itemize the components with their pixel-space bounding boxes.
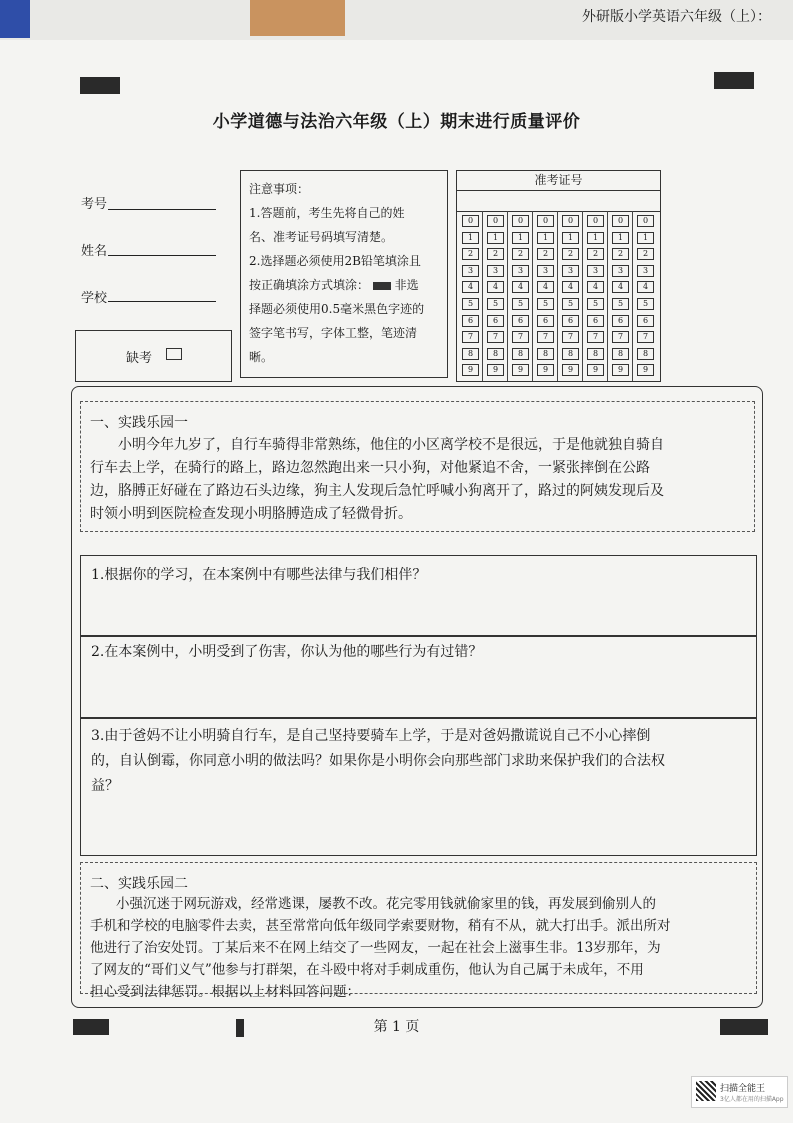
digit-bubble[interactable]: 9	[587, 364, 604, 376]
notice-line: 签字笔书写，字体工整，笔迹清	[249, 326, 418, 340]
digit-bubble[interactable]: 8	[512, 348, 529, 360]
notice-line: 1.答题前，考生先将自己的姓	[249, 206, 405, 220]
digit-bubble[interactable]: 9	[487, 364, 504, 376]
question-line: 3.由于爸妈不让小明骑自行车，是自己坚持要骑车上学，于是对爸妈撒谎说自己不小心摔倒	[91, 728, 651, 744]
digit-bubble[interactable]: 0	[612, 215, 629, 227]
digit-bubble[interactable]: 4	[562, 281, 579, 293]
digit-bubble[interactable]: 3	[637, 265, 654, 277]
section-one-paragraph	[90, 434, 750, 526]
question-line: 益？	[91, 778, 119, 794]
digit-bubble[interactable]: 9	[637, 364, 654, 376]
digit-bubble[interactable]: 1	[487, 232, 504, 244]
digit-bubble[interactable]: 8	[487, 348, 504, 360]
paragraph-line: 时领小明到医院检查发现小明胳膊造成了轻微骨折。	[90, 506, 412, 522]
exam-number-line[interactable]	[108, 208, 216, 210]
digit-bubble[interactable]: 4	[537, 281, 554, 293]
section-two-box	[80, 862, 757, 1000]
digit-bubble[interactable]: 9	[562, 364, 579, 376]
section-one-box	[80, 401, 755, 532]
digit-column	[582, 211, 608, 381]
blue-cover-edge	[0, 0, 30, 38]
digit-column	[632, 211, 657, 381]
wood-surface-edge	[250, 0, 345, 36]
digit-bubble[interactable]: 7	[512, 331, 529, 343]
digit-bubble[interactable]: 1	[562, 232, 579, 244]
digit-bubble[interactable]: 6	[587, 315, 604, 327]
digit-bubble[interactable]: 6	[487, 315, 504, 327]
question-1-text: 1.根据你的学习，在本案例中有哪些法律与我们相伴？	[91, 567, 427, 583]
registration-mark-top-right	[714, 72, 754, 89]
digit-bubble[interactable]: 5	[637, 298, 654, 310]
digit-bubble[interactable]: 8	[587, 348, 604, 360]
digit-bubble[interactable]: 7	[587, 331, 604, 343]
digit-bubble[interactable]: 0	[487, 215, 504, 227]
digit-bubble[interactable]: 8	[637, 348, 654, 360]
digit-bubble[interactable]: 0	[462, 215, 479, 227]
digit-bubble[interactable]: 2	[637, 248, 654, 260]
digit-bubble[interactable]: 1	[462, 232, 479, 244]
digit-bubble[interactable]: 0	[587, 215, 604, 227]
question-2-text: 2.在本案例中，小明受到了伤害，你认为他的哪些行为有过错？	[91, 644, 483, 660]
digit-bubble[interactable]: 0	[562, 215, 579, 227]
paragraph-line: 小强沉迷于网玩游戏，经常逃课，屡教不改。花完零用钱就偷家里的钱，再发展到偷别人的	[116, 896, 656, 912]
digit-bubble[interactable]: 6	[537, 315, 554, 327]
book-series-label: 外研版小学英语六年级（上）：	[582, 9, 771, 25]
digit-bubble[interactable]: 7	[462, 331, 479, 343]
question-1-box[interactable]	[80, 555, 757, 637]
digit-bubble[interactable]: 4	[612, 281, 629, 293]
digit-column	[482, 211, 508, 381]
section-two-paragraph	[90, 893, 752, 1003]
notice-heading: 注意事项：	[249, 182, 310, 196]
digit-bubble[interactable]: 5	[487, 298, 504, 310]
digit-bubble[interactable]: 1	[637, 232, 654, 244]
digit-bubble[interactable]: 3	[512, 265, 529, 277]
paragraph-line: 了网友的“哥们义气”他参与打群架，在斗殴中将对手刺成重伤，他认为自己属于未成年，不用	[90, 962, 644, 978]
digit-bubble[interactable]: 2	[562, 248, 579, 260]
digit-bubble[interactable]: 9	[462, 364, 479, 376]
digit-bubble[interactable]: 7	[487, 331, 504, 343]
digit-bubble[interactable]: 6	[612, 315, 629, 327]
digit-bubble[interactable]: 6	[512, 315, 529, 327]
name-line[interactable]	[108, 254, 216, 256]
digit-bubble[interactable]: 2	[487, 248, 504, 260]
filled-bubble-example-icon	[373, 282, 391, 290]
paragraph-line: 手机和学校的电脑零件去卖，甚至常常向低年级同学索要财物，稍有不从，就大打出手。派出所对	[90, 918, 671, 934]
absent-checkbox[interactable]	[166, 348, 182, 360]
digit-bubble[interactable]: 5	[512, 298, 529, 310]
notice-line: 名、准考证号码填写清楚。	[249, 230, 394, 244]
digit-bubble[interactable]: 5	[537, 298, 554, 310]
digit-bubble[interactable]: 2	[512, 248, 529, 260]
digit-bubble[interactable]: 8	[462, 348, 479, 360]
digit-bubble[interactable]: 4	[462, 281, 479, 293]
digit-bubble[interactable]: 8	[562, 348, 579, 360]
paragraph-line: 他进行了治安处罚。丁某后来不在网上结交了一些网友，一起在社会上滋事生非。13岁那年，为	[90, 940, 661, 956]
digit-bubble[interactable]: 2	[537, 248, 554, 260]
digit-bubble[interactable]: 6	[462, 315, 479, 327]
digit-bubble[interactable]: 1	[512, 232, 529, 244]
notice-line: 择题必须使用0.5毫米黑色字迹的	[249, 302, 425, 316]
notice-line: 非选	[394, 278, 419, 292]
question-3-text	[91, 724, 751, 799]
digit-bubble[interactable]: 2	[612, 248, 629, 260]
digit-bubble[interactable]: 7	[612, 331, 629, 343]
question-2-box[interactable]	[80, 635, 757, 719]
digit-bubble[interactable]: 4	[587, 281, 604, 293]
digit-bubble[interactable]: 6	[637, 315, 654, 327]
digit-column	[457, 211, 483, 381]
paragraph-line: 小明今年九岁了，自行车骑得非常熟练，他住的小区离学校不是很远，于是他就独自骑自	[118, 437, 664, 453]
registration-mark-top-left	[80, 77, 120, 94]
section-one-title: 一、实践乐园一	[90, 415, 188, 431]
digit-bubble[interactable]: 6	[562, 315, 579, 327]
question-line: 的，自认倒霉，你同意小明的做法吗？如果你是小明你会向那些部门求助来保护我们的合法权	[91, 753, 665, 769]
digit-bubble[interactable]: 5	[562, 298, 579, 310]
digit-bubble[interactable]: 5	[612, 298, 629, 310]
digit-bubble[interactable]: 8	[537, 348, 554, 360]
digit-bubble[interactable]: 8	[612, 348, 629, 360]
section-two-title: 二、实践乐园二	[90, 876, 188, 892]
digit-bubble[interactable]: 0	[637, 215, 654, 227]
digit-bubble[interactable]: 9	[612, 364, 629, 376]
digit-bubble[interactable]: 7	[562, 331, 579, 343]
digit-bubble[interactable]: 5	[587, 298, 604, 310]
school-label: 学校	[81, 291, 108, 306]
digit-column	[532, 211, 558, 381]
digit-bubble[interactable]: 0	[537, 215, 554, 227]
digit-bubble[interactable]: 0	[512, 215, 529, 227]
notice-line: 2.选择题必须使用2B铅笔填涂且	[249, 254, 421, 268]
digit-column	[507, 211, 533, 381]
name-label: 姓名	[81, 244, 108, 259]
scanner-app-name: 扫描全能王	[720, 1084, 766, 1094]
digit-bubble[interactable]: 5	[462, 298, 479, 310]
absent-box	[75, 330, 232, 382]
digit-bubble[interactable]: 4	[512, 281, 529, 293]
digit-bubble[interactable]: 1	[537, 232, 554, 244]
digit-bubble[interactable]: 3	[537, 265, 554, 277]
exam-number-label: 考号	[81, 197, 108, 212]
scanner-app-tagline: 3亿人都在用的扫描App	[720, 1096, 784, 1103]
digit-bubble[interactable]: 7	[537, 331, 554, 343]
digit-bubble[interactable]: 1	[587, 232, 604, 244]
absent-label: 缺考	[126, 351, 153, 366]
digit-bubble[interactable]: 4	[637, 281, 654, 293]
digit-bubble[interactable]: 9	[512, 364, 529, 376]
paragraph-line: 边，胳膊正好碰在了路边石头边缘，狗主人发现后急忙呼喊小狗离开了，路过的阿姨发现后及	[90, 483, 664, 499]
digit-bubble[interactable]: 7	[637, 331, 654, 343]
digit-bubble[interactable]: 3	[462, 265, 479, 277]
digit-bubble[interactable]: 3	[612, 265, 629, 277]
digit-bubble[interactable]: 3	[587, 265, 604, 277]
digit-bubble[interactable]: 9	[537, 364, 554, 376]
paragraph-line: 行车去上学，在骑行的路上，路边忽然跑出来一只小狗，对他紧追不舍，一紧张摔倒在公路	[90, 460, 650, 476]
digit-bubble[interactable]: 1	[612, 232, 629, 244]
qr-code-icon	[696, 1081, 716, 1101]
school-line[interactable]	[108, 300, 216, 302]
exam-title: 小学道德与法治六年级（上）期末进行质量评价	[212, 112, 581, 132]
digit-bubble[interactable]: 3	[487, 265, 504, 277]
paragraph-line: 担心受到法律惩罚。根据以上材料回答问题：	[90, 984, 360, 1000]
page-number: 第 1 页	[373, 1019, 420, 1035]
digit-column	[607, 211, 633, 381]
digit-column	[557, 211, 583, 381]
notice-line: 按正确填涂方式填涂：	[249, 278, 370, 292]
digit-bubble[interactable]: 3	[562, 265, 579, 277]
admission-number-box	[456, 170, 661, 382]
notice-box	[240, 170, 448, 378]
digit-bubble[interactable]: 2	[462, 248, 479, 260]
admission-number-title: 准考证号	[457, 171, 660, 191]
notice-line: 晰。	[249, 350, 274, 364]
question-3-box[interactable]	[80, 717, 757, 856]
notice-line-with-swatch	[249, 273, 447, 297]
digit-bubble[interactable]: 2	[587, 248, 604, 260]
scanner-app-badge	[691, 1076, 788, 1108]
digit-bubble[interactable]: 4	[487, 281, 504, 293]
